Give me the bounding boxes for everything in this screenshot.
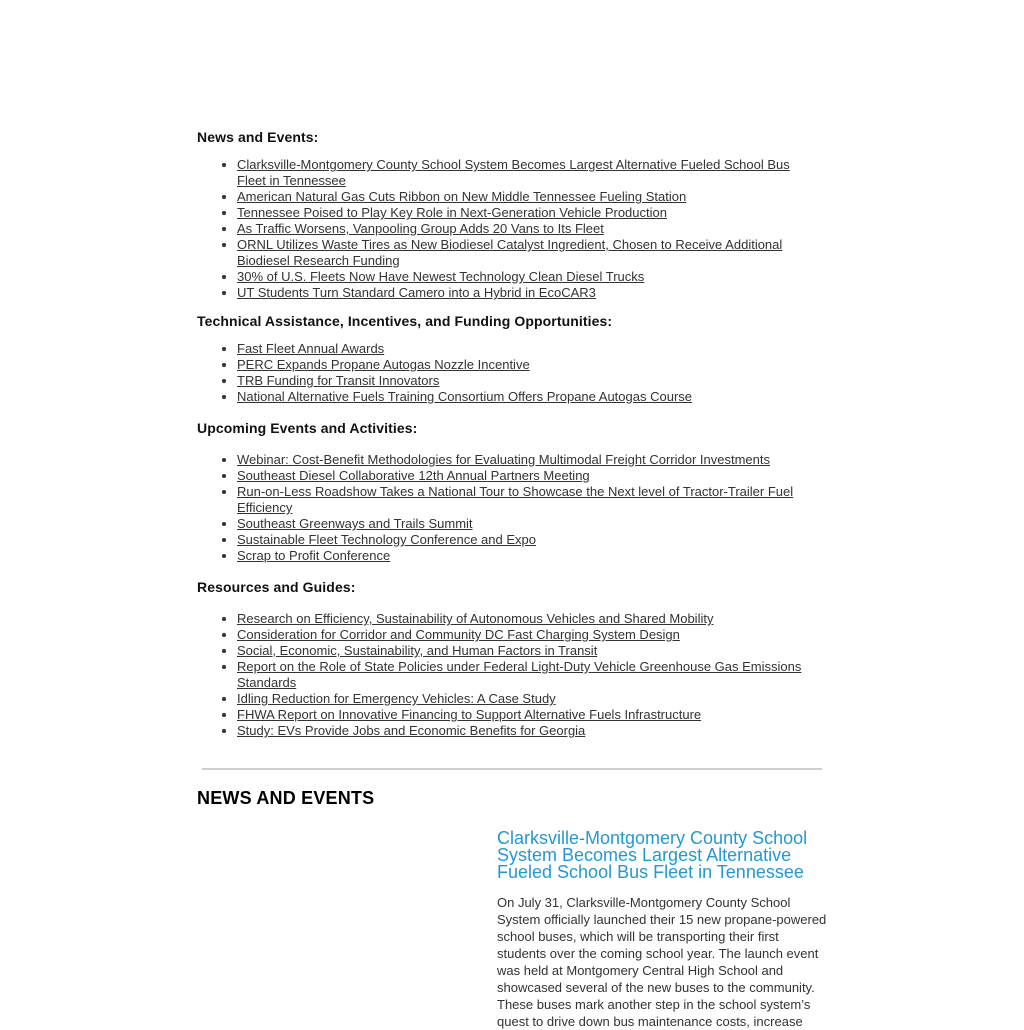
list-item (237, 548, 809, 564)
news-events-heading: News and Events: (197, 129, 319, 145)
list-item (237, 221, 809, 237)
event-link[interactable]: Webinar: Cost-Benefit Methodologies for Evaluating Multimodal Freight Corridor Investments (237, 452, 770, 467)
list-item (237, 269, 809, 285)
news-link[interactable]: Tennessee Poised to Play Key Role in Next-Generation Vehicle Production (237, 205, 667, 220)
news-link[interactable]: American Natural Gas Cuts Ribbon on New Middle Tennessee Fueling Station (237, 189, 687, 204)
list-item (237, 707, 809, 723)
list-item (237, 452, 809, 468)
news-link[interactable]: As Traffic Worsens, Vanpooling Group Adds 20 Vans to Its Fleet (237, 221, 604, 236)
event-link[interactable]: Run-on-Less Roadshow Takes a National Tour to Showcase the Next level of Tractor-Trailer Fuel Efficiency (237, 484, 794, 515)
list-item (237, 516, 809, 532)
list-item (237, 643, 809, 659)
technical-link[interactable]: National Alternative Fuels Training Consortium Offers Propane Autogas Course (237, 389, 692, 404)
event-link[interactable]: Southeast Diesel Collaborative 12th Annual Partners Meeting (237, 468, 590, 483)
list-item (237, 285, 809, 301)
event-link[interactable]: Sustainable Fleet Technology Conference and Expo (237, 532, 536, 547)
list-item (237, 532, 809, 548)
news-link[interactable]: 30% of U.S. Fleets Now Have Newest Technology Clean Diesel Trucks (237, 269, 645, 284)
technical-link[interactable]: TRB Funding for Transit Innovators (237, 373, 440, 388)
list-item (237, 723, 809, 739)
article-body: On July 31, Clarksville-Montgomery County School System officially launched their 15 new propane-powered school buses, which will be transporting their first students over the coming school year. The launch event was held at Montgomery Central High School and showcased several of the new buses to the community. These buses mark another step in the school system’s quest to drive down bus maintenance costs, increase (497, 895, 827, 1029)
resources-guides-list (197, 611, 809, 739)
featured-article (497, 830, 829, 1030)
list-item (237, 157, 809, 189)
news-events-list (197, 157, 809, 301)
list-item (237, 341, 809, 357)
event-link[interactable]: Scrap to Profit Conference (237, 548, 391, 563)
list-item (237, 373, 809, 389)
list-item (237, 468, 809, 484)
resource-link[interactable]: Report on the Role of State Policies under Federal Light-Duty Vehicle Greenhouse Gas Emissions Standards (237, 659, 802, 690)
list-item (237, 189, 809, 205)
upcoming-events-list (197, 452, 809, 564)
resources-guides-heading: Resources and Guides: (197, 579, 356, 595)
list-item (237, 237, 809, 269)
list-item (237, 205, 809, 221)
news-link[interactable]: ORNL Utilizes Waste Tires as New Biodiesel Catalyst Ingredient, Chosen to Receive Additional Biodiesel Research Funding (237, 237, 783, 268)
technical-assistance-heading: Technical Assistance, Incentives, and Funding Opportunities: (197, 313, 613, 329)
article-title-link[interactable]: Clarksville-Montgomery County School System Becomes Largest Alternative Fueled School Bus Fleet in Tennessee (497, 828, 808, 882)
technical-link[interactable]: Fast Fleet Annual Awards (237, 341, 385, 356)
list-item (237, 691, 809, 707)
list-item (237, 357, 809, 373)
resource-link[interactable]: Study: EVs Provide Jobs and Economic Benefits for Georgia (237, 723, 586, 738)
technical-assistance-list (197, 341, 809, 405)
news-link[interactable]: UT Students Turn Standard Camero into a Hybrid in EcoCAR3 (237, 285, 596, 300)
list-item (237, 611, 809, 627)
resource-link[interactable]: Consideration for Corridor and Community DC Fast Charging System Design (237, 627, 680, 642)
resource-link[interactable]: Social, Economic, Sustainability, and Human Factors in Transit (237, 643, 598, 658)
list-item (237, 389, 809, 405)
list-item (237, 484, 809, 516)
list-item (237, 659, 809, 691)
resource-link[interactable]: Idling Reduction for Emergency Vehicles: A Case Study (237, 691, 556, 706)
news-and-events-title: NEWS AND EVENTS (197, 788, 375, 808)
news-link[interactable]: Clarksville-Montgomery County School System Becomes Largest Alternative Fueled School Bus Fleet in Tennessee (237, 157, 790, 188)
event-link[interactable]: Southeast Greenways and Trails Summit (237, 516, 473, 531)
technical-link[interactable]: PERC Expands Propane Autogas Nozzle Incentive (237, 357, 530, 372)
resource-link[interactable]: Research on Efficiency, Sustainability of Autonomous Vehicles and Shared Mobility (237, 611, 714, 626)
list-item (237, 627, 809, 643)
resource-link[interactable]: FHWA Report on Innovative Financing to Support Alternative Fuels Infrastructure (237, 707, 702, 722)
section-divider (202, 768, 822, 770)
upcoming-events-heading: Upcoming Events and Activities: (197, 420, 418, 436)
